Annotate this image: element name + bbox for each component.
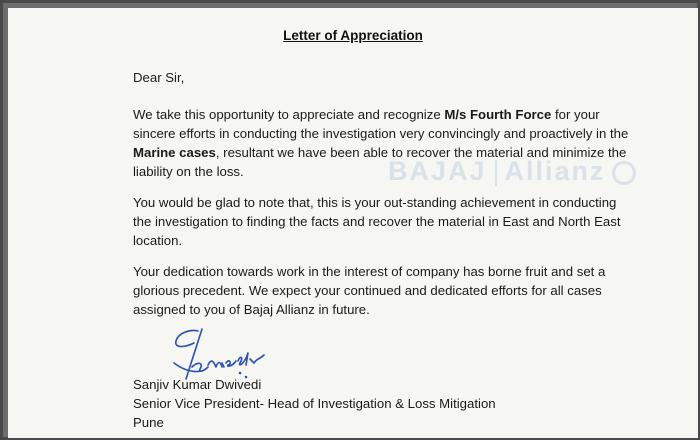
paragraph-dedication: Your dedication towards work in the interest of company has borne fruit and set a glorious precedent. We expect your continued and dedicated efforts for all cases assigned to you of Bajaj Allianz in future. bbox=[133, 264, 606, 317]
signatory-name: Sanjiv Kumar Dwivedi bbox=[133, 377, 262, 392]
letter-title: Letter of Appreciation bbox=[283, 28, 423, 43]
paragraph-achievement: You would be glad to note that, this is your out-standing achievement in conducting the investigation to finding the facts and recover the material in East and North East location. bbox=[133, 195, 621, 248]
company-name: M/s Fourth Force bbox=[444, 107, 552, 122]
signatory-designation: Senior Vice President- Head of Investigation & Loss Mitigation bbox=[133, 396, 496, 411]
case-type: Marine cases bbox=[133, 145, 216, 160]
watermark-brand-allianz: Allianz bbox=[504, 156, 606, 186]
salutation: Dear Sir, bbox=[133, 70, 185, 85]
paragraph-appreciation bbox=[133, 105, 633, 181]
watermark-brand-bajaj: BAJAJ bbox=[388, 156, 487, 186]
p1-text-3: , resultant we have been able to recover the material and minimize the liability on the loss. bbox=[133, 145, 627, 179]
p1-text-2: for your sincere efforts in conducting the investigation very convincingly and proactively in the bbox=[133, 107, 629, 141]
letter-paper bbox=[8, 8, 698, 438]
p1-text-1: We take this opportunity to appreciate and recognize bbox=[133, 107, 445, 122]
signatory-city: Pune bbox=[133, 415, 164, 430]
